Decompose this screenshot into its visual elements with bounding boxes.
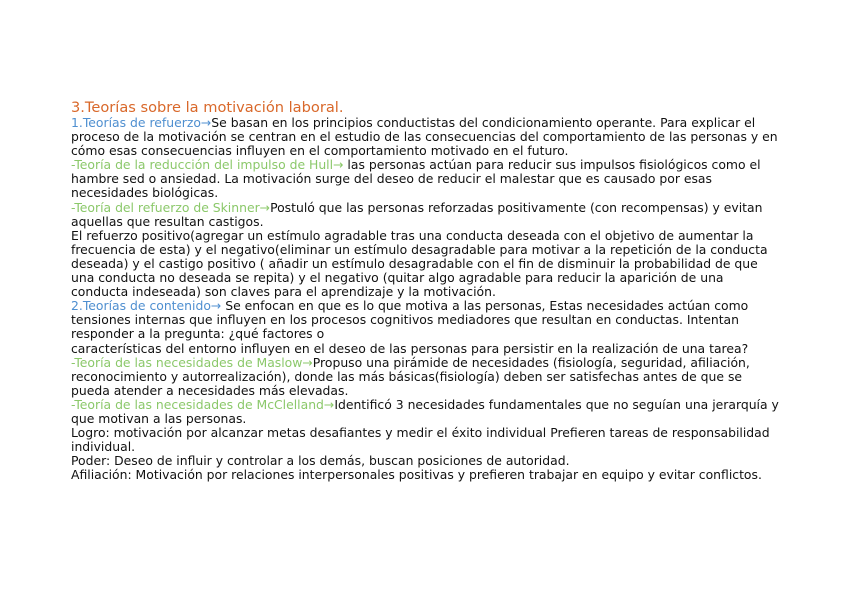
paragraph-contenido [71, 299, 783, 341]
arrow-right-icon: → [333, 157, 344, 173]
text-contenido: Se enfocan en que es lo que motiva a las personas, Estas necesidades actúan como tensiones internas que influyen en los procesos cognitivos mediadores que resultan en conductas. Intentan responder a la pregunta: ¿qué factores o [71, 298, 749, 342]
heading-refuerzo: 1.Teorías de refuerzo [71, 115, 201, 130]
section-title: 3.Teorías sobre la motivación laboral. [71, 99, 344, 116]
arrow-right-icon: → [323, 396, 335, 412]
text-skinner: Postuló que las personas reforzadas positivamente (con recompensas) y evitan aquellas que resultan castigos. [71, 199, 763, 229]
heading-mcclelland: -Teoría de las necesidades de McClelland [71, 396, 324, 412]
arrow-right-icon: → [302, 354, 313, 370]
paragraph-logro: Logro: motivación por alcanzar metas desafiantes y medir el éxito individual Prefieren tareas de responsabilidad individual. [71, 425, 770, 455]
heading-skinner: -Teoría del refuerzo de Skinner [71, 199, 260, 215]
heading-contenido: 2.Teorías de contenido [71, 298, 211, 314]
document-body [71, 99, 783, 482]
text-refuerzo: Se basan en los principios conductistas del condicionamiento operante. Para explicar el proceso de la motivación se centran en el estudio de las consecuencias del comportamiento de las personas y en cómo esas consecuencias influyen en el comportamiento motivado en el futuro. [71, 115, 778, 159]
paragraph-skinner [71, 201, 783, 229]
paragraph-mcclelland [71, 398, 783, 426]
heading-maslow: -Teoría de las necesidades de Maslow [71, 354, 303, 370]
paragraph-refuerzo [71, 116, 783, 158]
paragraph-contenido-question: características del entorno influyen en el deseo de las personas para persistir en la realización de una tarea? [71, 340, 749, 356]
text-hull: las personas actúan para reducir sus impulsos fisiológicos como el hambre sed o ansiedad. La motivación surge del deseo de reducir el malestar que es causado por esas necesidades biológicas. [71, 157, 761, 201]
paragraph-hull [71, 158, 783, 200]
paragraph-afiliacion: Afiliación: Motivación por relaciones interpersonales positivas y prefieren trabajar en equipo y evitar conflictos. [71, 467, 762, 483]
arrow-right-icon: → [259, 199, 271, 215]
paragraph-maslow [71, 356, 783, 398]
paragraph-poder: Poder: Deseo de influir y controlar a los demás, buscan posiciones de autoridad. [71, 453, 570, 469]
text-mcclelland: Identificó 3 necesidades fundamentales que no seguían una jerarquía y que motivan a las personas. [71, 396, 779, 426]
paragraph-skinner-detail: El refuerzo positivo(agregar un estímulo agradable tras una conducta deseada con el objetivo de aumentar la frecuencia de esta) y el negativo(eliminar un estímulo desagradable para motivar a la repetición de la conducta deseada) y el castigo positivo ( añadir un estímulo desagradable con el fin de disminuir la probabilidad de que una conducta no deseada se repita) y el negativo (quitar algo agradable para reducir la aparición de una conducta indeseada) son claves para el aprendizaje y la motivación. [71, 227, 768, 300]
heading-hull: -Teoría de la reducción del impulso de Hull [71, 157, 334, 173]
arrow-right-icon: → [200, 115, 212, 130]
arrow-right-icon: → [210, 298, 222, 314]
text-maslow: Propuso una pirámide de necesidades (fisiología, seguridad, afiliación, reconocimiento y autorrealización), donde las más básicas(fisiología) deben ser satisfechas antes de que se pueda atender a necesidades más elevadas. [71, 354, 750, 398]
